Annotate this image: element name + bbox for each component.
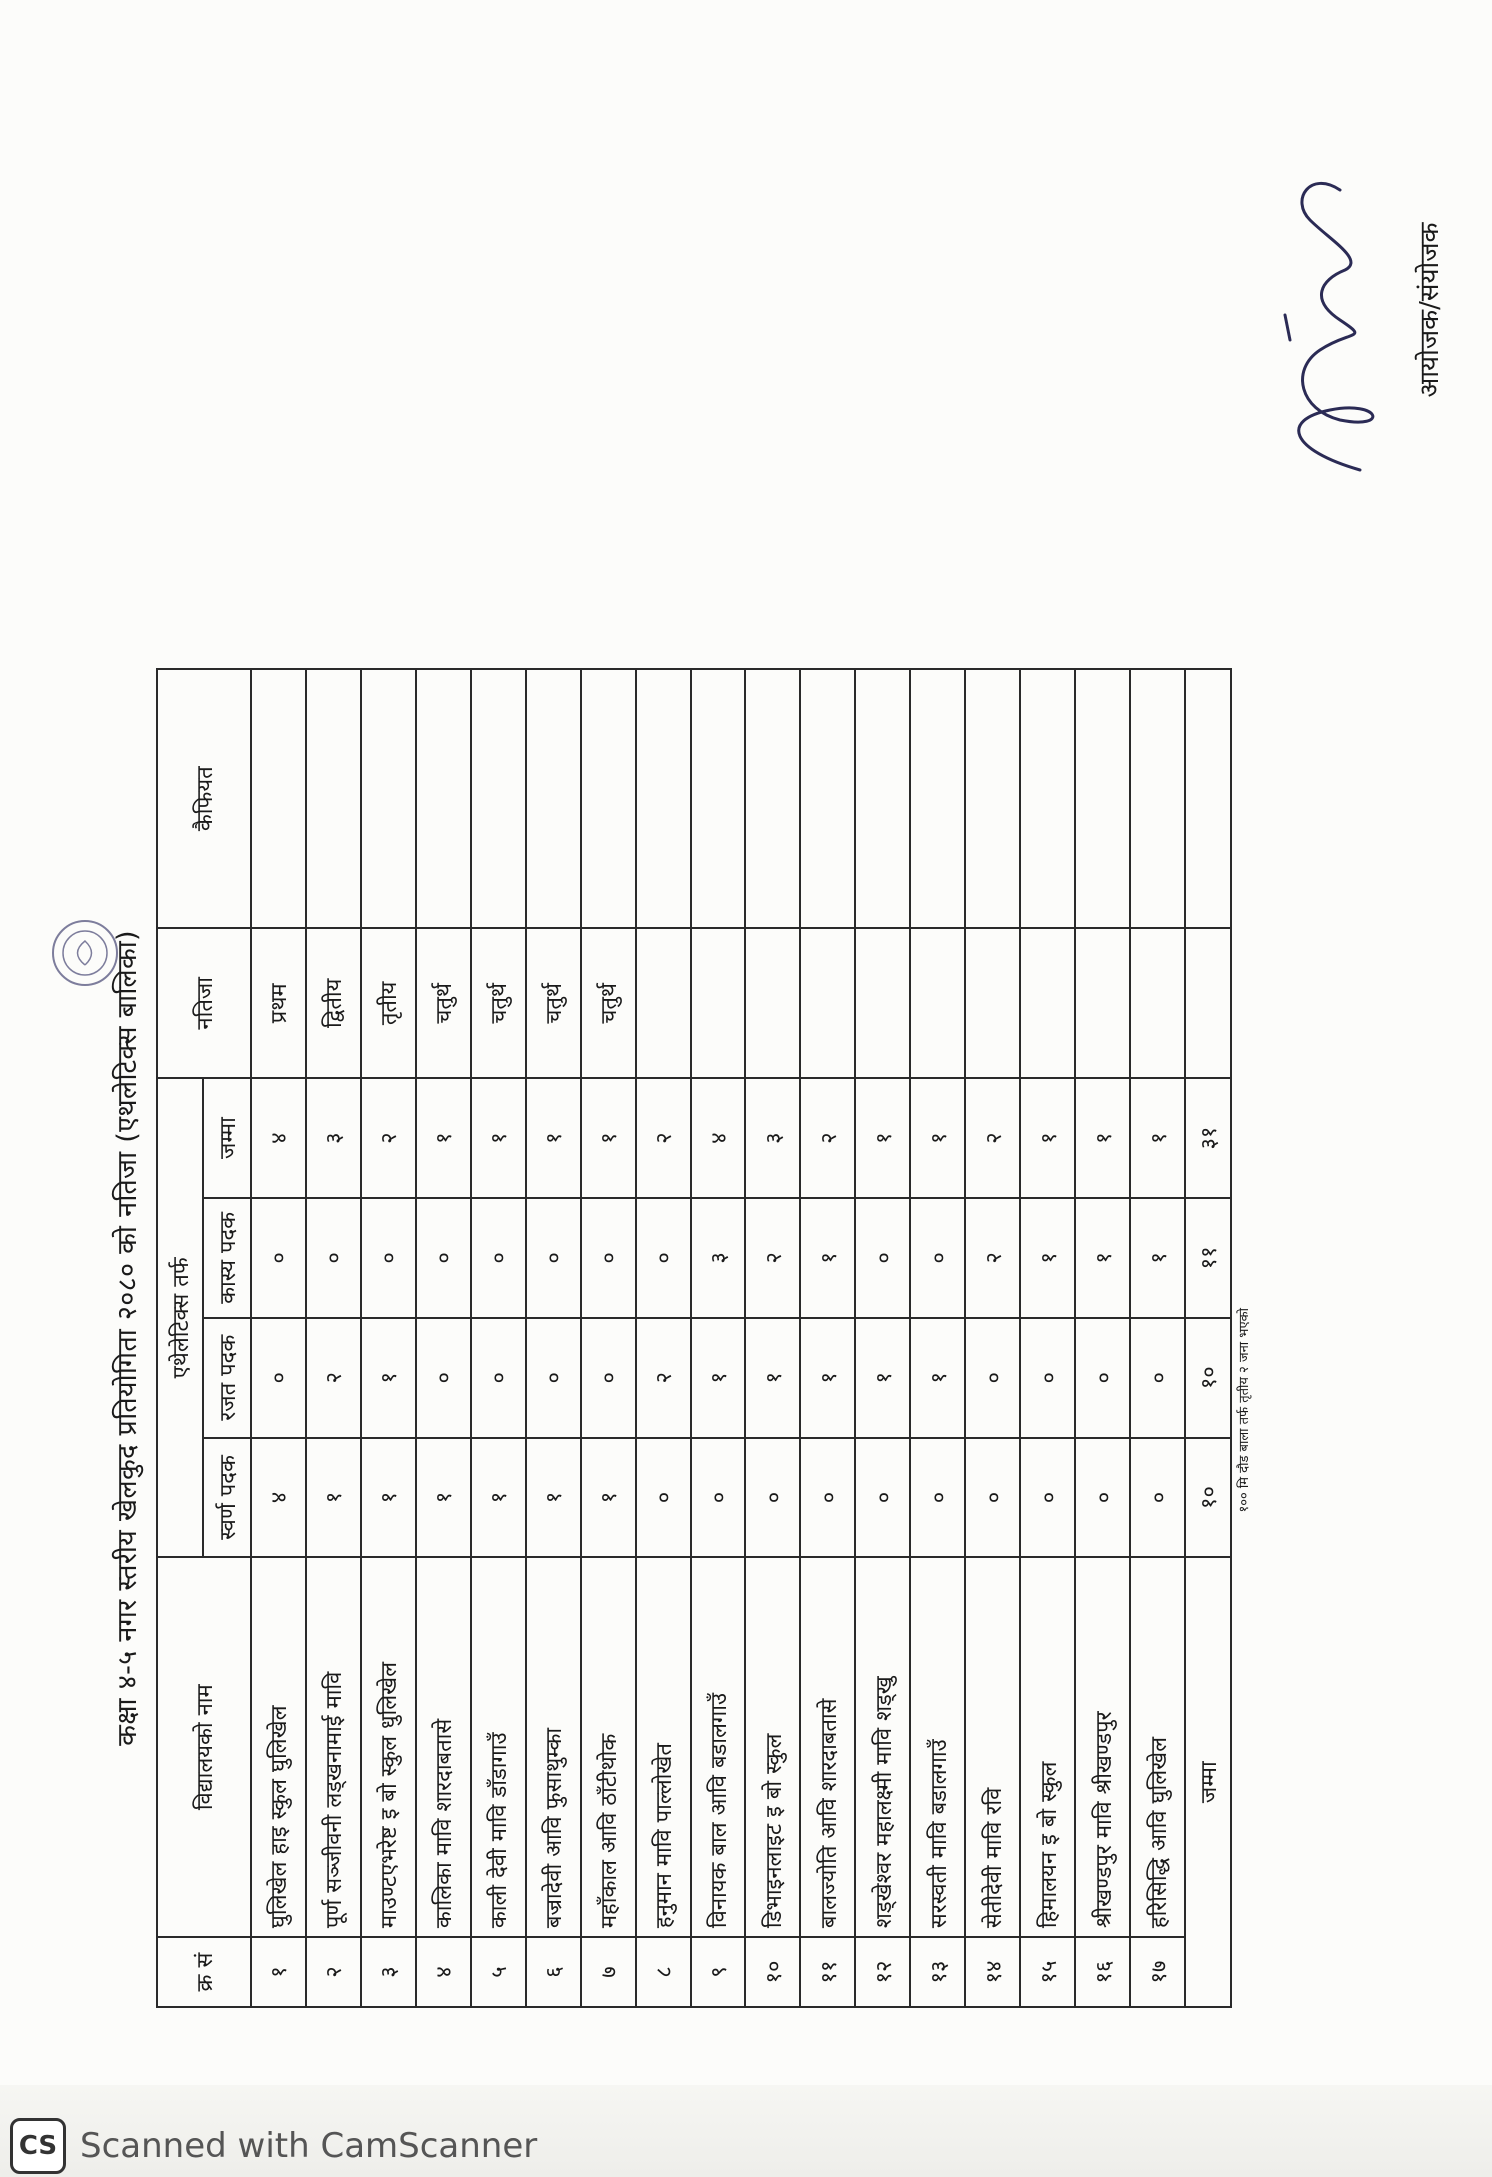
row-bronze: १ [800, 1198, 855, 1318]
row-school: घुलिखेल हाइ स्कुल घुलिखेल [251, 1557, 306, 1937]
row-sn: ८ [636, 1937, 691, 2007]
row-result: द्वितीय [306, 928, 361, 1078]
table-row [855, 669, 910, 2007]
row-sn: ११ [800, 1937, 855, 2007]
row-silver: ० [1075, 1318, 1130, 1438]
row-result: प्रथम [251, 928, 306, 1078]
row-result [910, 928, 965, 1078]
row-result [1020, 928, 1075, 1078]
totals-remarks [1185, 669, 1231, 928]
results-document [100, 668, 1260, 2008]
row-school: सरस्वती मावि बडालगाउँ [910, 1557, 965, 1937]
row-result: तृतीय [361, 928, 416, 1078]
row-bronze: ० [581, 1198, 636, 1318]
totals-gold: १० [1185, 1438, 1231, 1558]
table-row [581, 669, 636, 2007]
row-total: १ [1075, 1078, 1130, 1198]
row-bronze: ० [416, 1198, 471, 1318]
row-bronze: ० [306, 1198, 361, 1318]
document-title: कक्षा ४-५ नगर स्तरीय खेलकुद प्रतियोगिता २०८० को नतिजा (एथलेटिक्स बालिका) [112, 930, 143, 1746]
row-remarks [855, 669, 910, 928]
results-rows [251, 669, 1185, 2007]
row-total: ४ [251, 1078, 306, 1198]
row-remarks [1020, 669, 1075, 928]
row-result: चतुर्थ [416, 928, 471, 1078]
header-bronze: कास्य पदक [203, 1198, 251, 1318]
row-total: २ [965, 1078, 1020, 1198]
row-gold: ० [855, 1438, 910, 1558]
table-row [691, 669, 746, 2007]
row-sn: ७ [581, 1937, 636, 2007]
row-remarks [691, 669, 746, 928]
row-gold: १ [471, 1438, 526, 1558]
row-total: १ [1020, 1078, 1075, 1198]
row-school: हनुमान मावि पाल्लोखेत [636, 1557, 691, 1937]
table-row [745, 669, 800, 2007]
row-school: बज्रादेवी आवि फुसाथुम्का [526, 1557, 581, 1937]
row-silver: ० [965, 1318, 1020, 1438]
row-silver: २ [306, 1318, 361, 1438]
row-bronze: २ [745, 1198, 800, 1318]
row-silver: ० [526, 1318, 581, 1438]
table-row [416, 669, 471, 2007]
row-school: बालज्योति आवि शारदाबतासे [800, 1557, 855, 1937]
camscanner-text: Scanned with CamScanner [80, 2126, 538, 2166]
row-remarks [471, 669, 526, 928]
header-silver: रजत पदक [203, 1318, 251, 1438]
table-row [1075, 669, 1130, 2007]
table-row [1020, 669, 1075, 2007]
row-school: डिभाइनलाइट इ बो स्कुल [745, 1557, 800, 1937]
row-result: चतुर्थ [526, 928, 581, 1078]
row-bronze: १ [1075, 1198, 1130, 1318]
row-sn: १७ [1130, 1937, 1185, 2007]
row-sn: १४ [965, 1937, 1020, 2007]
row-bronze: ० [361, 1198, 416, 1318]
row-silver: ० [581, 1318, 636, 1438]
row-total: ४ [691, 1078, 746, 1198]
row-silver: २ [636, 1318, 691, 1438]
row-remarks [745, 669, 800, 928]
row-silver: ० [471, 1318, 526, 1438]
row-remarks [581, 669, 636, 928]
row-total: ३ [745, 1078, 800, 1198]
row-total: १ [855, 1078, 910, 1198]
row-school: महाँकाल आवि ठाँटीथोक [581, 1557, 636, 1937]
signature-label: आयोजक/संयोजक [1415, 222, 1445, 398]
totals-total: ३१ [1185, 1078, 1231, 1198]
row-gold: ० [636, 1438, 691, 1558]
row-bronze: २ [965, 1198, 1020, 1318]
row-gold: १ [416, 1438, 471, 1558]
row-sn: १६ [1075, 1937, 1130, 2007]
row-silver: १ [745, 1318, 800, 1438]
row-silver: ० [251, 1318, 306, 1438]
row-sn: ६ [526, 1937, 581, 2007]
totals-bronze: ११ [1185, 1198, 1231, 1318]
row-gold: १ [581, 1438, 636, 1558]
header-sn: क्र सं [157, 1937, 251, 2007]
row-remarks [361, 669, 416, 928]
row-gold: ० [965, 1438, 1020, 1558]
row-result [1130, 928, 1185, 1078]
row-remarks [251, 669, 306, 928]
row-silver: १ [800, 1318, 855, 1438]
row-school: हिमालयन इ बो स्कुल [1020, 1557, 1075, 1937]
row-bronze: १ [1020, 1198, 1075, 1318]
row-total: १ [1130, 1078, 1185, 1198]
row-total: २ [636, 1078, 691, 1198]
row-bronze: ० [526, 1198, 581, 1318]
table-row [800, 669, 855, 2007]
totals-row [1185, 669, 1231, 2007]
header-remarks: कैफियत [157, 669, 251, 928]
row-bronze: ३ [691, 1198, 746, 1318]
row-sn: १३ [910, 1937, 965, 2007]
row-result [745, 928, 800, 1078]
row-school: काली देवी मावि डाँडागाउँ [471, 1557, 526, 1937]
row-silver: १ [691, 1318, 746, 1438]
camscanner-watermark [10, 2118, 537, 2174]
row-remarks [1130, 669, 1185, 928]
row-silver: ० [1130, 1318, 1185, 1438]
footnote: १०० मि दौड बाला तर्फ तृतीय २ जना भएको [1237, 1308, 1252, 1513]
row-result [691, 928, 746, 1078]
row-total: २ [361, 1078, 416, 1198]
row-gold: ४ [251, 1438, 306, 1558]
header-school: विद्यालयको नाम [157, 1557, 251, 1937]
row-sn: २ [306, 1937, 361, 2007]
row-total: १ [416, 1078, 471, 1198]
results-table [156, 668, 1232, 2008]
row-remarks [636, 669, 691, 928]
row-gold: ० [910, 1438, 965, 1558]
row-school: माउण्टएभरेष्ट इ बो स्कुल धुलिखेल [361, 1557, 416, 1937]
row-remarks [1075, 669, 1130, 928]
row-gold: १ [526, 1438, 581, 1558]
row-total: ३ [306, 1078, 361, 1198]
row-bronze: ० [910, 1198, 965, 1318]
row-total: १ [471, 1078, 526, 1198]
row-bronze: ० [636, 1198, 691, 1318]
totals-silver: १० [1185, 1318, 1231, 1438]
camscanner-logo-icon: CS [10, 2118, 66, 2174]
row-remarks [526, 669, 581, 928]
row-bronze: १ [1130, 1198, 1185, 1318]
row-gold: ० [1020, 1438, 1075, 1558]
table-row [526, 669, 581, 2007]
table-row [251, 669, 306, 2007]
table-row [910, 669, 965, 2007]
header-gold: स्वर्ण पदक [203, 1438, 251, 1558]
row-gold: ० [745, 1438, 800, 1558]
row-sn: १२ [855, 1937, 910, 2007]
office-stamp-icon [40, 883, 120, 1023]
row-total: २ [800, 1078, 855, 1198]
row-result [800, 928, 855, 1078]
row-remarks [965, 669, 1020, 928]
row-gold: १ [306, 1438, 361, 1558]
row-sn: ५ [471, 1937, 526, 2007]
table-row [306, 669, 361, 2007]
row-silver: ० [1020, 1318, 1075, 1438]
row-remarks [800, 669, 855, 928]
header-athletics: एथेलेटिक्स तर्फ [157, 1078, 203, 1557]
row-total: १ [581, 1078, 636, 1198]
row-school: हरिसिद्धि आवि घुलिखेल [1130, 1557, 1185, 1937]
row-result [636, 928, 691, 1078]
row-gold: ० [1130, 1438, 1185, 1558]
row-school: पूर्ण सञ्जीवनी लड्खनामाई मावि [306, 1557, 361, 1937]
row-total: १ [910, 1078, 965, 1198]
row-school: सेतीदेवी मावि रवि [965, 1557, 1020, 1937]
row-gold: ० [1075, 1438, 1130, 1558]
row-result: चतुर्थ [581, 928, 636, 1078]
row-remarks [910, 669, 965, 928]
table-row [1130, 669, 1185, 2007]
row-result [855, 928, 910, 1078]
row-bronze: ० [855, 1198, 910, 1318]
row-school: श्रीखण्डपुर मावि श्रीखण्डपुर [1075, 1557, 1130, 1937]
table-row [636, 669, 691, 2007]
totals-result [1185, 928, 1231, 1078]
table-row [361, 669, 416, 2007]
row-silver: १ [855, 1318, 910, 1438]
row-gold: ० [691, 1438, 746, 1558]
header-result: नतिजा [157, 928, 251, 1078]
row-school: विनायक बाल आवि बडालगाउँ [691, 1557, 746, 1937]
row-school: कालिका मावि शारदाबतासे [416, 1557, 471, 1937]
row-remarks [306, 669, 361, 928]
row-bronze: ० [471, 1198, 526, 1318]
row-total: १ [526, 1078, 581, 1198]
row-sn: १० [745, 1937, 800, 2007]
row-remarks [416, 669, 471, 928]
row-silver: १ [361, 1318, 416, 1438]
row-sn: ३ [361, 1937, 416, 2007]
row-bronze: ० [251, 1198, 306, 1318]
row-sn: १५ [1020, 1937, 1075, 2007]
row-gold: १ [361, 1438, 416, 1558]
row-sn: ४ [416, 1937, 471, 2007]
header-total: जम्मा [203, 1078, 251, 1198]
row-silver: ० [416, 1318, 471, 1438]
row-result: चतुर्थ [471, 928, 526, 1078]
table-row [471, 669, 526, 2007]
table-row [965, 669, 1020, 2007]
signature-block [1250, 100, 1460, 520]
row-sn: ९ [691, 1937, 746, 2007]
row-sn: १ [251, 1937, 306, 2007]
totals-label: जम्मा [1185, 1557, 1231, 2007]
row-result [965, 928, 1020, 1078]
row-school: शड्खेश्वर महालक्ष्मी मावि शड्खु [855, 1557, 910, 1937]
row-gold: ० [800, 1438, 855, 1558]
row-silver: १ [910, 1318, 965, 1438]
row-result [1075, 928, 1130, 1078]
signature-icon [1250, 130, 1400, 490]
